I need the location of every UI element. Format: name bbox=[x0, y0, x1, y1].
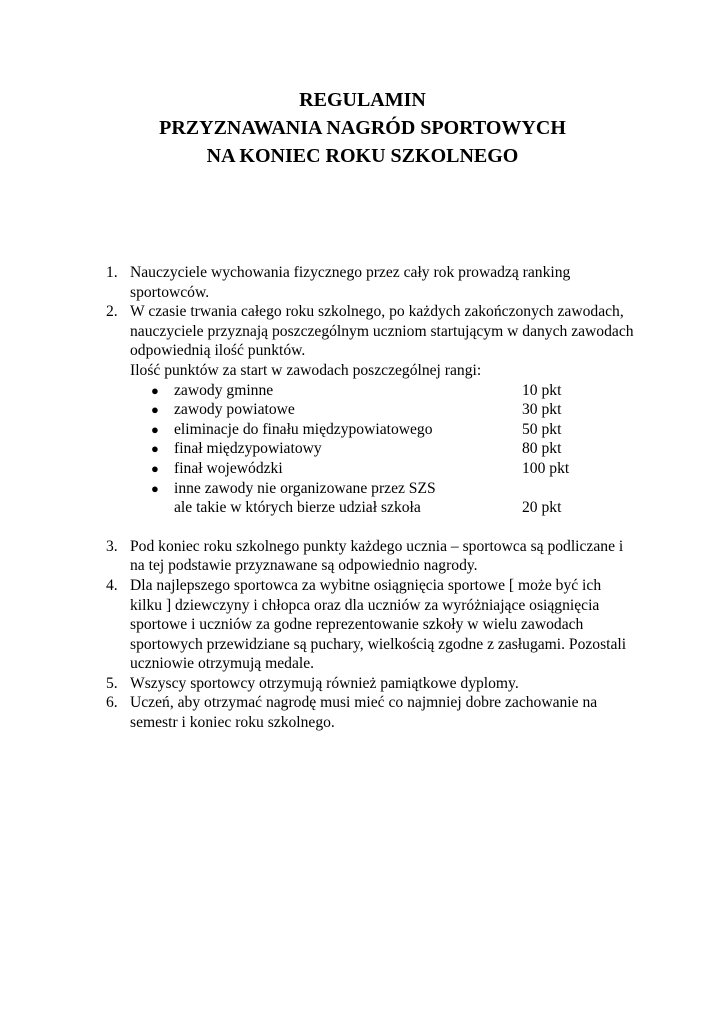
points-row bbox=[130, 479, 636, 518]
rule-text: Nauczyciele wychowania fizycznego przez cały rok prowadzą ranking sportowców. bbox=[130, 264, 571, 301]
points-label: finał międzypowiatowy bbox=[174, 440, 322, 458]
points-value: 30 pkt bbox=[522, 401, 562, 419]
title-line-3: NA KONIEC ROKU SZKOLNEGO bbox=[206, 145, 519, 167]
points-row bbox=[130, 420, 636, 440]
points-row bbox=[130, 459, 636, 479]
points-intro: Ilość punktów za start w zawodach poszczególnej rangi: bbox=[130, 361, 482, 379]
points-row bbox=[130, 400, 636, 420]
rule-item-5 bbox=[106, 674, 636, 694]
bullet-icon: ● bbox=[151, 460, 159, 476]
spacer bbox=[106, 518, 636, 537]
rule-number: 1. bbox=[106, 264, 118, 281]
bullet-icon: ● bbox=[151, 421, 159, 437]
rule-number: 3. bbox=[106, 537, 118, 555]
points-value: 80 pkt bbox=[522, 440, 562, 458]
rule-item-6 bbox=[106, 693, 636, 732]
points-label: zawody powiatowe bbox=[174, 401, 295, 419]
points-value: 50 pkt bbox=[522, 420, 562, 438]
rule-number: 5. bbox=[106, 674, 118, 692]
rule-text: W czasie trwania całego roku szkolnego, po każdych zakończonych zawodach, nauczyciele przyznają poszczególnym uczniom startującym w danych zawodach odpowiednią ilość punktów. bbox=[130, 303, 634, 360]
points-row bbox=[130, 381, 636, 401]
rule-item-2 bbox=[106, 302, 636, 518]
points-row bbox=[130, 439, 636, 459]
points-label: inne zawody nie organizowane przez SZS bbox=[174, 479, 436, 497]
points-value: 20 pkt bbox=[522, 499, 562, 517]
document-title bbox=[0, 86, 725, 170]
rule-number: 2. bbox=[106, 303, 118, 321]
rule-item-4 bbox=[106, 576, 636, 674]
rule-item-1 bbox=[106, 263, 636, 302]
rule-number: 6. bbox=[106, 694, 118, 712]
rule-text: Wszyscy sportowcy otrzymują również pamiątkowe dyplomy. bbox=[130, 674, 519, 692]
rule-text: Dla najlepszego sportowca za wybitne osiągnięcia sportowe [ może być ich kilku ] dziewczyny i chłopca oraz dla uczniów za wyróżniające osiągnięcia sportowe i uczniów za godne reprezentowanie szkoły w wielu zawodach sportowych przewidziane są puchary, wielkością zgodne z zasługami. Pozostali uczniowie otrzymują medale. bbox=[130, 576, 627, 673]
points-label-cont: ale takie w których bierze udział szkoła bbox=[174, 499, 421, 517]
title-line-1: REGULAMIN bbox=[299, 89, 426, 111]
rules-list bbox=[106, 263, 636, 733]
points-list bbox=[130, 381, 636, 518]
points-label: zawody gminne bbox=[174, 381, 274, 399]
bullet-icon: ● bbox=[151, 382, 159, 398]
rule-number: 4. bbox=[106, 576, 118, 594]
points-label: finał wojewódzki bbox=[174, 459, 283, 477]
bullet-icon: ● bbox=[151, 402, 159, 418]
rule-item-3 bbox=[106, 537, 636, 576]
bullet-icon: ● bbox=[151, 480, 159, 496]
points-value: 10 pkt bbox=[522, 381, 562, 399]
rule-text: Pod koniec roku szkolnego punkty każdego ucznia – sportowca są podliczane i na tej podstawie przyznawane są odpowiednio nagrody. bbox=[130, 537, 624, 575]
points-value: 100 pkt bbox=[522, 459, 570, 477]
bullet-icon: ● bbox=[151, 441, 159, 457]
points-label: eliminacje do finału międzypowiatowego bbox=[174, 420, 433, 438]
title-line-2: PRZYZNAWANIA NAGRÓD SPORTOWYCH bbox=[159, 117, 566, 139]
rule-text: Uczeń, aby otrzymać nagrodę musi mieć co najmniej dobre zachowanie na semestr i koniec roku szkolnego. bbox=[130, 694, 598, 732]
